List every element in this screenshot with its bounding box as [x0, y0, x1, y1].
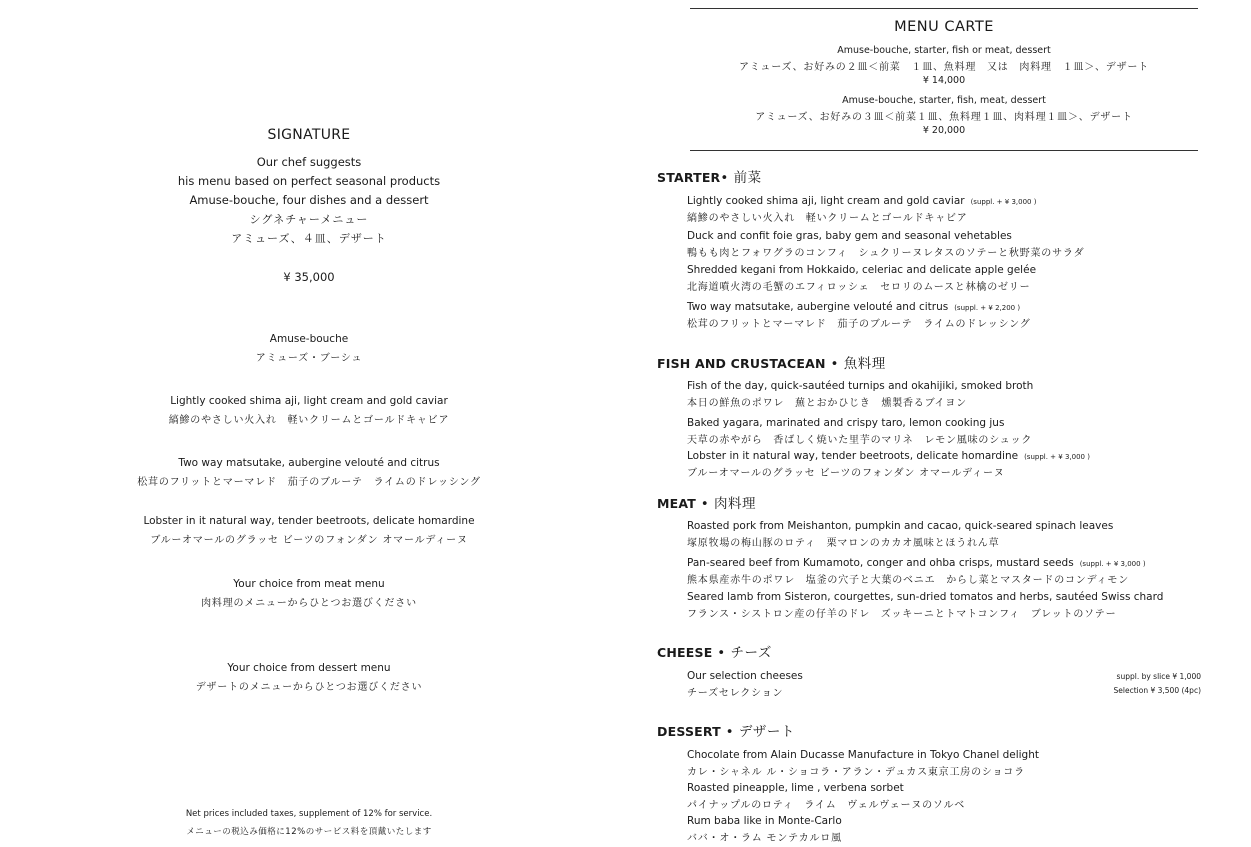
dish-name: Chocolate from Alain Ducasse Manufacture in Tokyo Chanel delight	[687, 749, 1039, 761]
section-title-jp: • チーズ	[712, 645, 772, 661]
dish-name-jp: フランス・シストロン産の仔羊のドレ ズッキーニとトマトコンフィ ブレットのソテー	[687, 609, 1117, 620]
dish-supplement: (suppl. + ¥ 3,000 )	[1024, 453, 1090, 461]
section-title: DESSERT	[657, 724, 721, 739]
dish-item	[687, 417, 1207, 446]
course-name: Amuse-bouche	[269, 333, 349, 345]
footnote-jp: メニューの税込み価格に12%のサービス料を頂戴いたします	[186, 827, 432, 837]
dish-name: Seared lamb from Sisteron, courgettes, sun-dried tomatos and herbs, sautéed Swiss chard	[687, 591, 1164, 603]
course-name-jp: ブルーオマールのグラッセ ビーツのフォンダン オマールディーヌ	[150, 535, 468, 546]
signature-line: Our chef suggests	[256, 155, 362, 169]
course-name-jp: 縞鯵のやさしい火入れ 軽いクリームとゴールドキャビア	[168, 415, 450, 426]
course-name-jp: デザートのメニューからひとつお選びください	[195, 682, 423, 693]
section-fish-heading	[657, 352, 886, 372]
dish-name-jp: ババ・オ・ラム モンテカルロ風	[687, 833, 842, 844]
course-name: Two way matsutake, aubergine velouté and citrus	[178, 457, 440, 469]
dish-item	[687, 557, 1207, 586]
formula-name: Amuse-bouche, starter, fish, meat, dessert	[842, 95, 1046, 106]
dish-item	[687, 815, 1207, 844]
formula-two-dishes	[690, 45, 1198, 86]
carte-title: MENU CARTE	[894, 19, 994, 35]
dish-name-jp: 天草の赤やがら 香ばしく焼いた里芋のマリネ レモン風味のシュック	[687, 435, 1033, 446]
dish-supplement: (suppl. + ¥ 2,200 )	[954, 304, 1021, 312]
section-title: MEAT	[657, 496, 697, 511]
section-starter-heading	[657, 166, 762, 186]
dish-item	[687, 230, 1207, 259]
dish-name-jp: 鴨もも肉とフォワグラのコンフィ シュクリーヌレタスのソテーと秋野菜のサラダ	[687, 248, 1085, 259]
dish-name-jp: 塚原牧場の梅山豚のロティ 栗マロンのカカオ風味とほうれん草	[687, 538, 1000, 549]
dish-name: Fish of the day, quick-sautéed turnips and okahijiki, smoked broth	[687, 380, 1034, 392]
dish-name: Lobster in it natural way, tender beetroots, delicate homardine	[687, 450, 1019, 462]
signature-line: his menu based on perfect seasonal products	[177, 174, 441, 188]
dish-name-jp: 本日の鮮魚のポワレ 蕪とおかひじき 燻製香るブイヨン	[687, 398, 967, 409]
dish-item	[687, 749, 1207, 778]
section-title-jp: • 魚料理	[825, 356, 886, 372]
dish-name-jp: 北海道噴火湾の毛蟹のエフィロッシェ セロリのムースと林檎のゼリー	[687, 282, 1031, 293]
signature-title: SIGNATURE	[267, 127, 351, 143]
dish-item	[687, 591, 1207, 620]
dish-name: Rum baba like in Monte-Carlo	[687, 815, 842, 827]
section-meat-heading	[657, 492, 756, 512]
dish-name: Our selection cheeses	[687, 670, 803, 682]
dish-item	[687, 380, 1207, 409]
dish-name-jp: 熊本県産赤牛のポワレ 塩釜の穴子と大葉のベニエ からし菜とマスタードのコンディモン	[687, 575, 1129, 586]
section-dessert-heading	[657, 720, 795, 740]
section-cheese-heading	[657, 641, 772, 661]
course-name-jp: 肉料理のメニューからひとつお選びください	[201, 598, 417, 609]
course-name-jp: アミューズ・ブーシュ	[255, 353, 363, 364]
dish-item	[687, 301, 1207, 330]
dish-name: Two way matsutake, aubergine velouté and citrus	[687, 301, 949, 313]
signature-course	[0, 333, 618, 364]
course-name: Your choice from meat menu	[233, 578, 385, 590]
dish-item	[687, 520, 1207, 549]
course-name-jp: 松茸のフリットとマーマレド 茄子のブルーテ ライムのドレッシング	[137, 477, 481, 488]
signature-line: Amuse-bouche, four dishes and a dessert	[189, 193, 429, 207]
section-title: CHEESE	[657, 645, 713, 660]
signature-course	[0, 457, 618, 488]
formula-price: ¥ 14,000	[922, 75, 966, 86]
dish-name-jp: 松茸のフリットとマーマレド 茄子のブルーテ ライムのドレッシング	[687, 319, 1031, 330]
section-title-jp: • 前菜	[720, 170, 762, 186]
dish-name: Shredded kegani from Hokkaido, celeriac and delicate apple gelée	[687, 264, 1037, 276]
dish-name-jp: パイナップルのロティ ライム ヴェルヴェーヌのソルベ	[687, 800, 966, 811]
signature-price: ¥ 35,000	[283, 270, 335, 284]
cheese-price-slice: suppl. by slice ¥ 1,000	[1116, 672, 1201, 681]
section-title: FISH AND CRUSTACEAN	[657, 356, 826, 371]
dish-item	[687, 670, 1107, 699]
dish-name: Roasted pork from Meishanton, pumpkin and cacao, quick-seared spinach leaves	[687, 520, 1114, 532]
dish-name: Lightly cooked shima aji, light cream and gold caviar	[687, 195, 965, 207]
formula-divider	[690, 150, 1198, 151]
dish-name: Baked yagara, marinated and crispy taro, lemon cooking jus	[687, 417, 1005, 429]
dish-supplement: (suppl. + ¥ 3,000 )	[970, 198, 1037, 206]
signature-course	[0, 662, 618, 693]
formula-name-jp: アミューズ、お好みの２皿＜前菜 １皿、魚料理 又は 肉料理 １皿＞、デザート	[739, 62, 1149, 73]
section-title-jp: • 肉料理	[696, 496, 757, 512]
formula-name: Amuse-bouche, starter, fish or meat, dessert	[837, 45, 1051, 56]
course-name: Your choice from dessert menu	[227, 662, 391, 674]
dish-supplement: (suppl. + ¥ 3,000 )	[1079, 560, 1146, 568]
signature-course	[0, 395, 618, 426]
cheese-price-selection: Selection ¥ 3,500 (4pc)	[1113, 686, 1201, 695]
dish-name: Roasted pineapple, lime , verbena sorbet	[687, 782, 904, 794]
signature-course	[0, 578, 618, 609]
dish-name-jp: ブルーオマールのグラッセ ビーツのフォンダン オマールディーヌ	[687, 468, 1005, 479]
signature-line-jp: シグネチャーメニュー	[249, 213, 369, 226]
dish-item	[687, 782, 1207, 811]
formula-name-jp: アミューズ、お好みの３皿＜前菜１皿、魚料理１皿、肉料理１皿＞、デザート	[755, 112, 1133, 123]
signature-course	[0, 515, 618, 546]
footnote-en: Net prices included taxes, supplement of 12% for service.	[185, 809, 433, 819]
formula-three-dishes	[690, 95, 1198, 136]
section-title-jp: • デザート	[720, 724, 795, 740]
dish-name-jp: 縞鯵のやさしい火入れ 軽いクリームとゴールドキャビア	[687, 213, 968, 224]
dish-item	[687, 450, 1207, 479]
price-footnote	[0, 809, 618, 837]
signature-line-jp: アミューズ、４皿、デザート	[231, 232, 387, 245]
course-name: Lobster in it natural way, tender beetroots, delicate homardine	[143, 515, 475, 527]
dish-item	[687, 195, 1207, 224]
section-title: STARTER	[657, 170, 721, 185]
dish-name-jp: カレ・シャネル ル・ショコラ・アラン・デュカス東京工房のショコラ	[687, 767, 1025, 778]
dish-name: Pan-seared beef from Kumamoto, conger and ohba crisps, mustard seeds	[687, 557, 1074, 569]
top-divider	[690, 8, 1198, 9]
course-name: Lightly cooked shima aji, light cream and gold caviar	[170, 395, 448, 407]
dish-name: Duck and confit foie gras, baby gem and seasonal vehetables	[687, 230, 1012, 242]
dish-item	[687, 264, 1207, 293]
dish-name-jp: チーズセレクション	[687, 688, 784, 699]
formula-price: ¥ 20,000	[922, 125, 966, 136]
signature-menu	[0, 0, 618, 847]
